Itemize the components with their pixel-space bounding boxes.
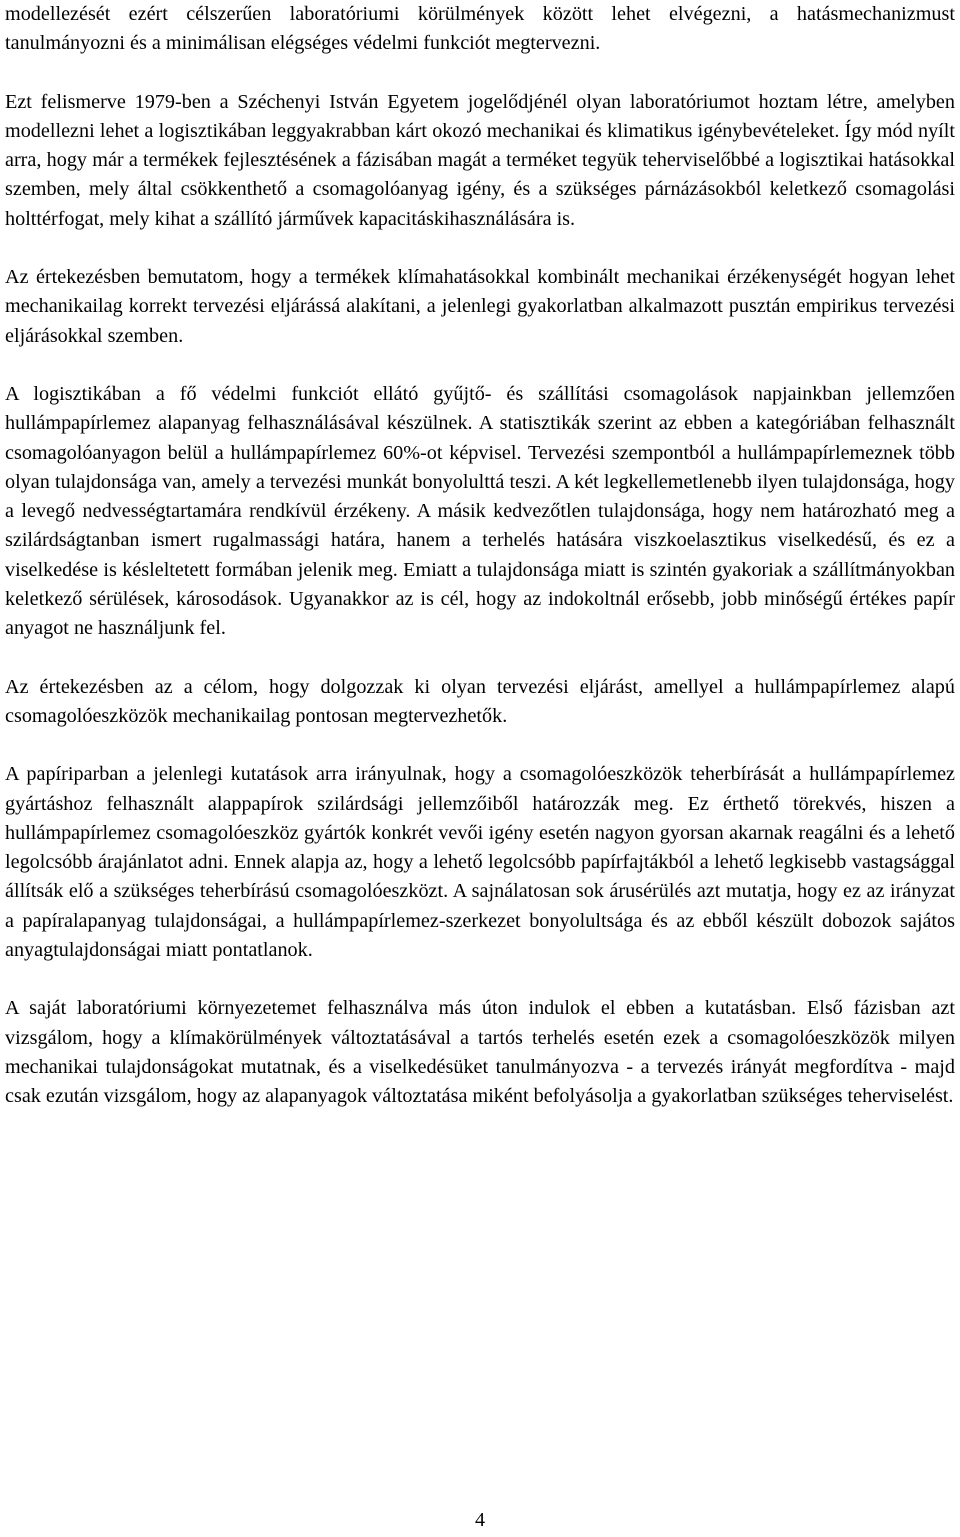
paragraph-5: Az értekezésben az a célom, hogy dolgozzak ki olyan tervezési eljárást, amellyel a hullámpapírlemez alapú csomagolóeszközök mechanikailag pontosan megtervezhetők. <box>5 675 955 727</box>
paragraph-7: A saját laboratóriumi környezetemet felhasználva más úton indulok el ebben a kutatásban. Első fázisban azt vizsgálom, hogy a klímakörülmények változtatásával a tartós terhelés esetén ezek a csomagolóeszközök milyen mechanikai tulajdonságokat mutatnak, és a viselkedésüket tanulmányozva - a tervezés irányát megfordítva - majd csak ezután vizsgálom, hogy az alapanyagok változtatása miként befolyásolja a gyakorlatban szükséges teherviselést. <box>5 997 955 1108</box>
page-number: 4 <box>475 1509 485 1531</box>
paragraph-1: modellezését ezért célszerűen laboratóriumi körülmények között lehet elvégezni, a hatásmechanizmust tanulmányozni és a minimálisan elégséges védelmi funkciót megtervezni. <box>5 3 955 55</box>
paragraph-4: A logisztikában a fő védelmi funkciót ellátó gyűjtő- és szállítási csomagolások napjainkban jellemzően hullámpapírlemez alapanyag felhasználásával készülnek. A statisztikák szerint az ebben a kategóriában felhasznált csomagolóanyagon belül a hullámpapírlemez 60%-ot képvisel. Tervezési szempontból a hullámpapírlemeznek több olyan tulajdonsága van, amely a tervezési munkát bonyolulttá teszi. A két legkellemetlenebb ilyen tulajdonsága, hogy a levegő nedvességtartamára rendkívül érzékeny. A másik kedvezőtlen tulajdonsága, hogy nem határozható meg a szilárdságtanban ismert rugalmassági határa, hanem a terhelés hatására viszkoelasztikus viselkedésű, és ez a viselkedése is késleltetett formában jelenik meg. Emiatt a tulajdonsága miatt is szintén gyakoriak a szállítmányokban keletkező sérülések, károsodások. Ugyanakkor az is cél, hogy az indokoltnál erősebb, jobb minőségű értékes papír anyagot ne használjunk fel. <box>5 382 955 640</box>
paragraph-2: Ezt felismerve 1979-ben a Széchenyi István Egyetem jogelődjénél olyan laboratóriumot hoztam létre, amelyben modellezni lehet a logisztikában leggyakrabban kárt okozó mechanikai és klimatikus igénybevételeket. Így mód nyílt arra, hogy már a termékek fejlesztésének a fázisában magát a terméket tegyük teherviselőbbé a logisztikai hatásokkal szemben, mely által csökkenthető a csomagolóanyag igény, és a szükséges párnázásokból keletkező csomagolási holttérfogat, mely kihat a szállító járművek kapacitáskihasználására is. <box>5 90 955 230</box>
paragraph-3: Az értekezésben bemutatom, hogy a termékek klímahatásokkal kombinált mechanikai érzékenységét hogyan lehet mechanikailag korrekt tervezési eljárássá alakítani, a jelenlegi gyakorlatban alkalmazott pusztán empirikus tervezési eljárásokkal szemben. <box>5 266 955 347</box>
paragraph-6: A papíriparban a jelenlegi kutatások arra irányulnak, hogy a csomagolóeszközök teherbírását a hullámpapírlemez gyártáshoz felhasznált alappapírok szilárdsági jellemzőiből határozzák meg. Ez érthető törekvés, hiszen a hullámpapírlemez csomagolóeszköz gyártók konkrét vevői igény esetén nagyon gyorsan akarnak reagálni és a lehető legolcsóbb árajánlatot adni. Ennek alapja az, hogy a lehető legolcsóbb papírfajtákból a lehető legkisebb vastagsággal állítsák elő a szükséges teherbírású csomagolóeszközt. A sajnálatosan sok árusérülés azt mutatja, hogy ez az irányzat a papíralapanyag tulajdonságai, a hullámpapírlemez-szerkezet bonyolultsága és az ebből készült dobozok sajátos anyagtulajdonságai miatt pontatlanok. <box>5 763 955 962</box>
document-body <box>5 0 955 1141</box>
